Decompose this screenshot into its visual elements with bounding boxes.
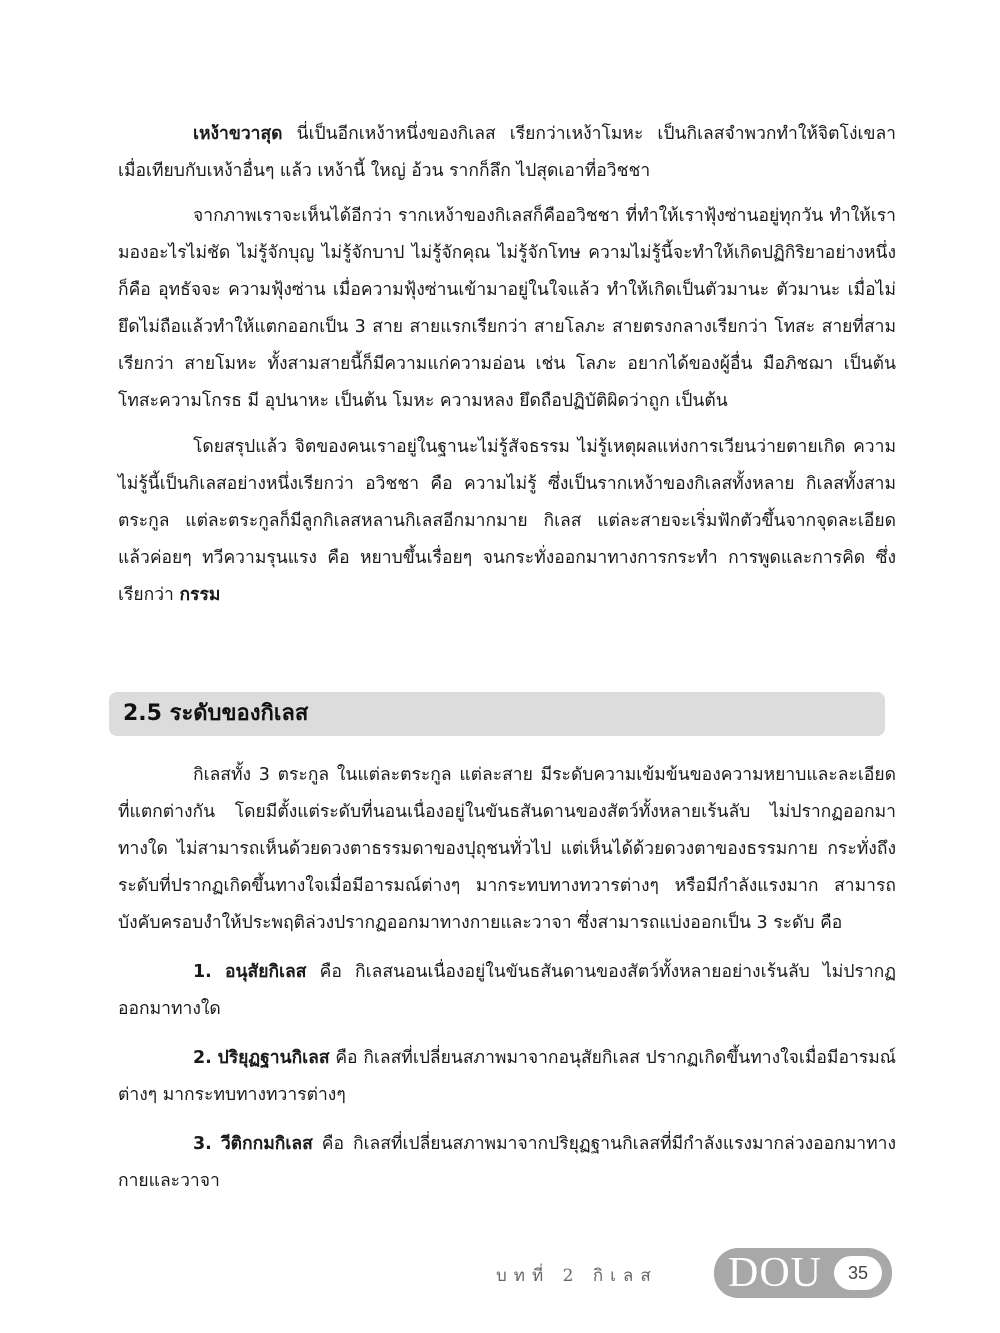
item-desc: คือ กิเลสนอนเนื่องอยู่ในขันธสันดานของสัตว์ทั้งหลายอย่างเร้นลับ ไม่ปรากฏออกมาทางใด xyxy=(118,962,896,1019)
item-term: วีติกกมกิเลส xyxy=(220,1134,313,1154)
paragraph-3 xyxy=(118,429,896,614)
paragraph-1-text: นี่เป็นอีกเหง้าหนึ่งของกิเลส เรียกว่าเหง้าโมหะ เป็นกิเลสจำพวกทำให้จิตโง่เขลา เมื่อเทียบกับเหง้าอื่นๆ แล้ว เหง้านี้ ใหญ่ อ้วน รากก็ลึก ไปสุดเอาที่อวิชชา xyxy=(118,124,896,181)
paragraph-3-term: กรรม xyxy=(179,585,221,605)
item-desc: คือ กิเลสที่เปลี่ยนสภาพมาจากอนุสัยกิเลส ปรากฏเกิดขึ้นทางใจเมื่อมีอารมณ์ต่างๆ มากระทบทางทวารต่างๆ xyxy=(118,1048,896,1105)
body-text-section xyxy=(118,757,896,1212)
page-number: 35 xyxy=(834,1256,882,1290)
item-number: 1. xyxy=(193,962,212,982)
section-title: 2.5 ระดับของกิเลส xyxy=(123,701,309,726)
paragraph-1-heading: เหง้าขวาสุด xyxy=(193,124,283,144)
section-header-bar xyxy=(109,692,885,736)
footer-chapter-label: บทที่ 2 กิเลส xyxy=(496,1266,658,1286)
body-text-top xyxy=(118,116,896,614)
dou-logo-badge xyxy=(714,1248,892,1298)
paragraph-2: จากภาพเราจะเห็นได้อีกว่า รากเหง้าของกิเลสก็คืออวิชชา ที่ทำให้เราฟุ้งซ่านอยู่ทุกวัน ทำให้เรามองอะไรไม่ชัด ไม่รู้จักบุญ ไม่รู้จักบาป ไม่รู้จักคุณ ไม่รู้จักโทษ ความไม่รู้นี้จะทำให้เกิดปฏิกิริยาอย่างหนึ่ง ก็คือ อุทธัจจะ ความฟุ้งซ่าน เมื่อความฟุ้งซ่านเข้ามาอยู่ในใจแล้ว ทำให้เกิดเป็นตัวมานะ ตัวมานะ เมื่อไม่ยึดไม่ถือแล้วทำให้แตกออกเป็น 3 สาย สายแรกเรียกว่า สายโลภะ สายตรงกลางเรียกว่า โทสะ สายที่สามเรียกว่า สายโมหะ ทั้งสามสายนี้ก็มีความแก่ความอ่อน เช่น โลภะ อยากได้ของผู้อื่น มือภิชฌา เป็นต้น โทสะความโกรธ มี อุปนาหะ เป็นต้น โมหะ ความหลง ยึดถือปฏิบัติผิดว่าถูก เป็นต้น xyxy=(118,206,896,411)
paragraph-3-text: โดยสรุปแล้ว จิตของคนเราอยู่ในฐานะไม่รู้สัจธรรม ไม่รู้เหตุผลแห่งการเวียนว่ายตายเกิด ความไม่รู้นี้เป็นกิเลสอย่างหนึ่งเรียกว่า อวิชชา คือ ความไม่รู้ ซึ่งเป็นรากเหง้าของกิเลสทั้งหลาย กิเลสทั้งสามตระกูล แต่ละตระกูลก็มีลูกกิเลสหลานกิเลสอีกมากมาย กิเลส แต่ละสายจะเริ่มฟักตัวขึ้นจากจุดละเอียด แล้วค่อยๆ ทวีความรุนแรง คือ หยาบขึ้นเรื่อยๆ จนกระทั่งออกมาทางการกระทำ การพูดและการคิด ซึ่งเรียกว่า xyxy=(118,437,896,605)
item-number: 3. xyxy=(193,1134,212,1154)
section-intro: กิเลสทั้ง 3 ตระกูล ในแต่ละตระกูล แต่ละสาย มีระดับความเข้มข้นของความหยาบและละเอียดที่แตกต่างกัน โดยมีตั้งแต่ระดับที่นอนเนื่องอยู่ในขันธสันดานของสัตว์ทั้งหลายเร้นลับ ไม่ปรากฏออกมาทางใด ไม่สามารถเห็นด้วยดวงตาธรรมดาของปุถุชนทั่วไป แต่เห็นได้ด้วยดวงตาของธรรมกาย กระทั่งถึงระดับที่ปรากฏเกิดขึ้นทางใจเมื่อมีอารมณ์ต่างๆ มากระทบทางทวารต่างๆ หรือมีกำลังแรงมาก สามารถบังคับครอบงำให้ประพฤติล่วงปรากฏออกมาทางกายและวาจา ซึ่งสามารถแบ่งออกเป็น 3 ระดับ คือ xyxy=(118,765,896,933)
item-term: อนุสัยกิเลส xyxy=(225,962,307,982)
item-term: ปริยุฏฐานกิเลส xyxy=(217,1048,330,1068)
paragraph-1 xyxy=(118,116,896,190)
list-item xyxy=(118,1040,896,1114)
list-item xyxy=(118,954,896,1028)
item-number: 2. xyxy=(193,1048,212,1068)
item-desc: คือ กิเลสที่เปลี่ยนสภาพมาจากปริยุฏฐานกิเลสที่มีกำลังแรงมากล่วงออกมาทางกายและวาจา xyxy=(118,1134,896,1191)
list-item xyxy=(118,1126,896,1200)
dou-logo: DOU xyxy=(728,1250,822,1296)
